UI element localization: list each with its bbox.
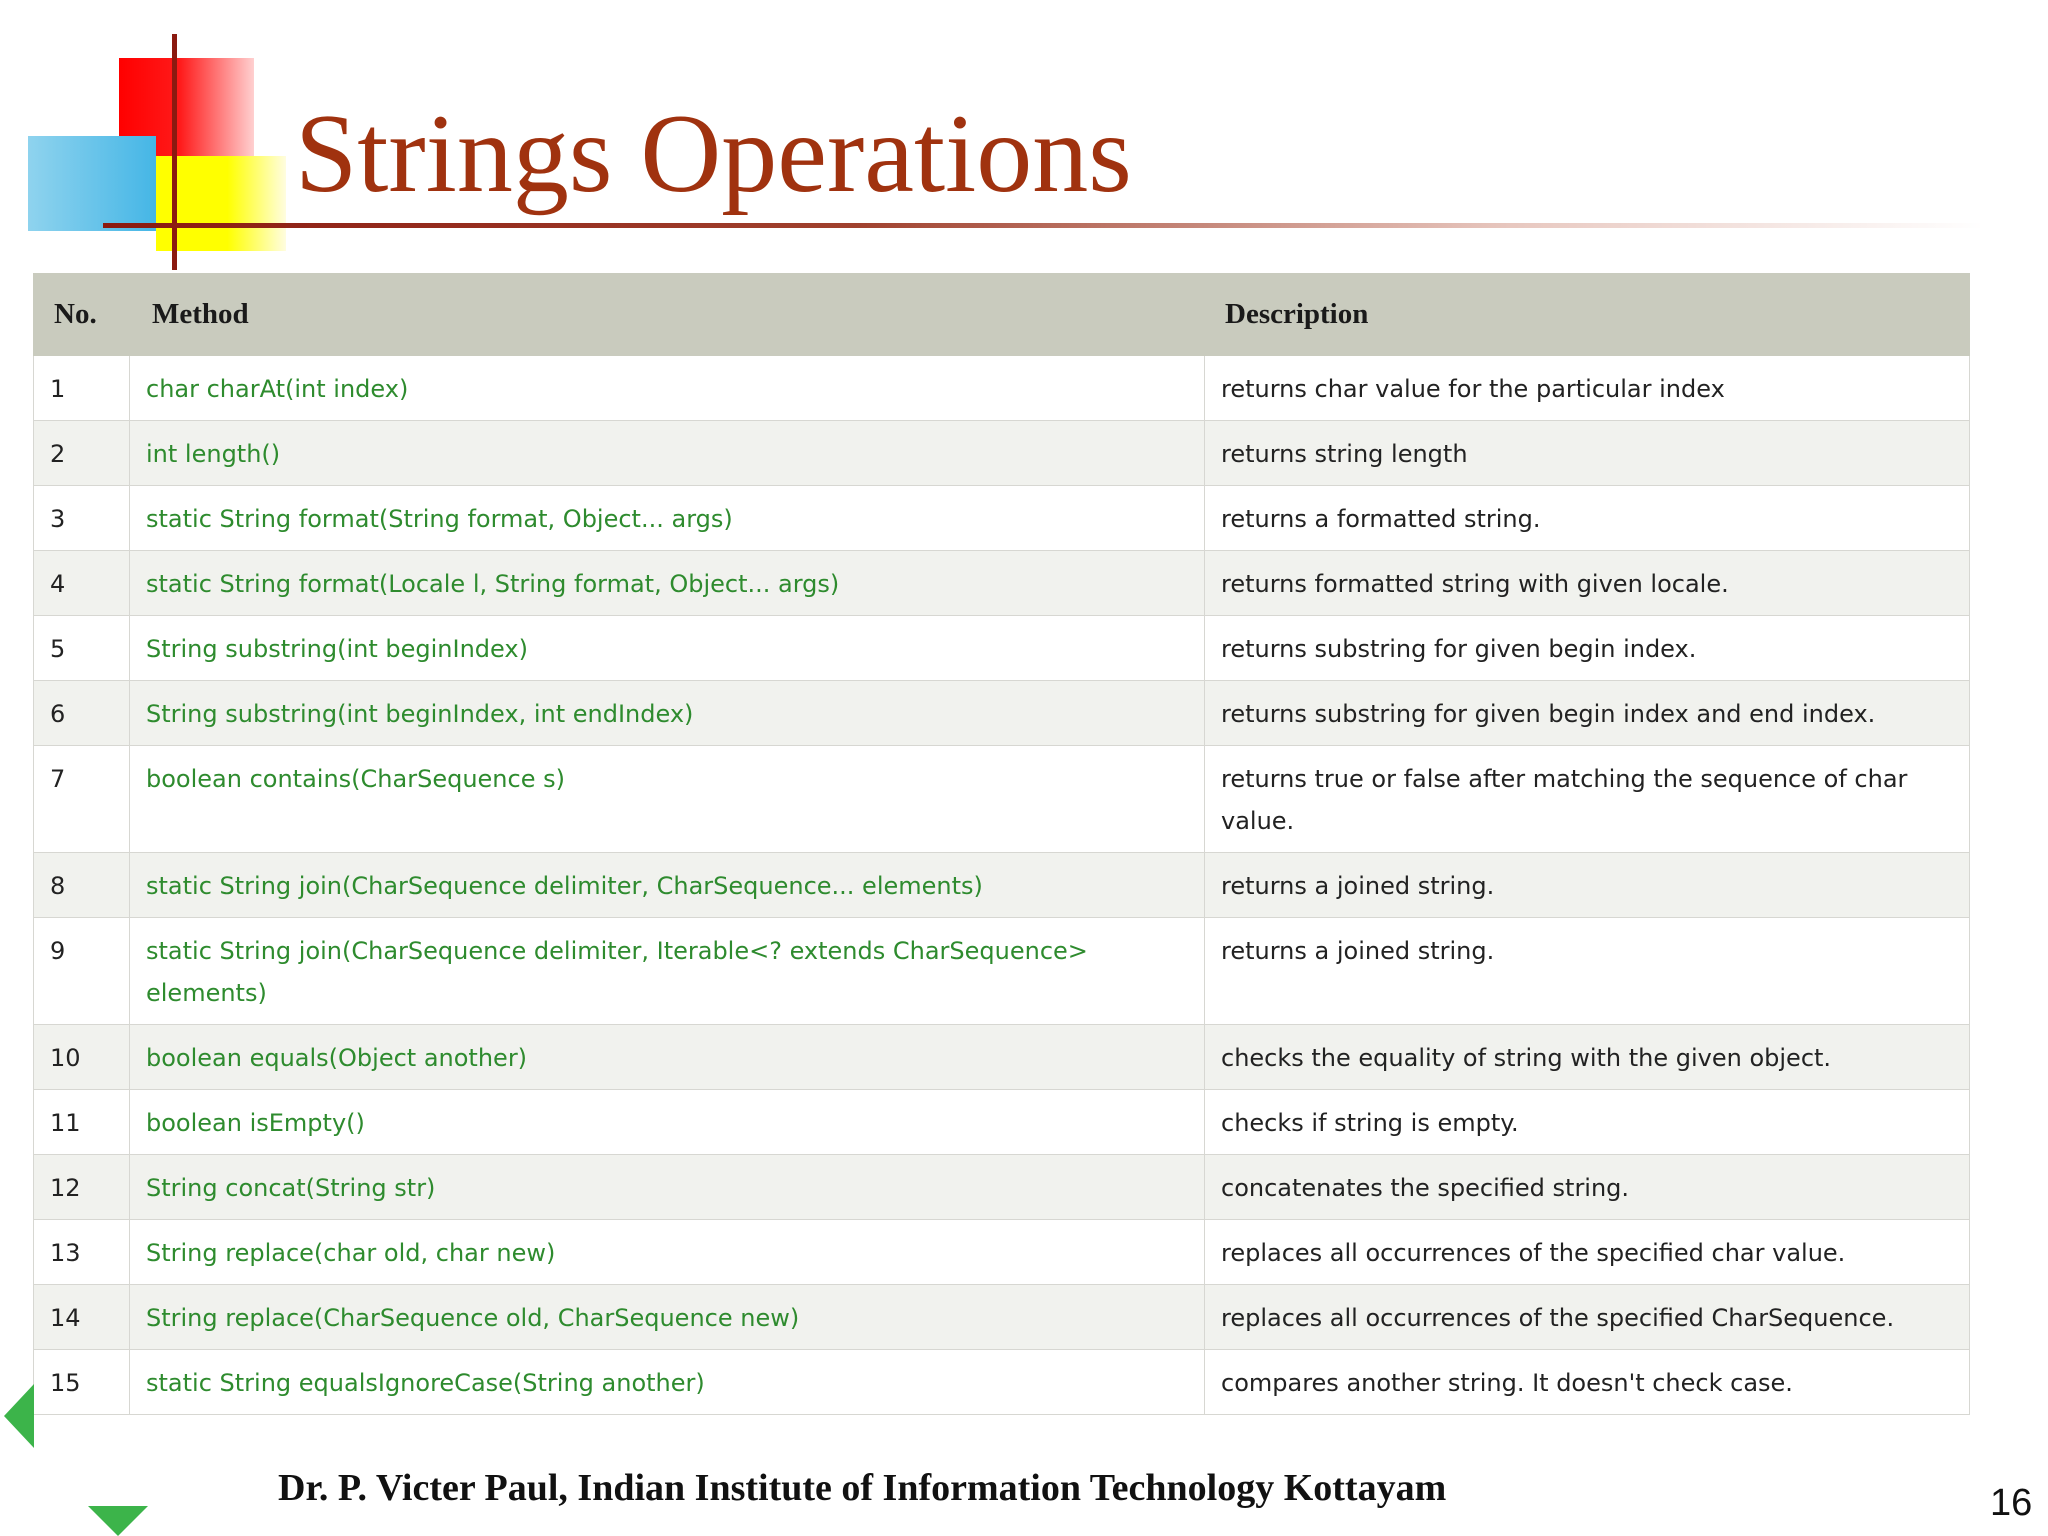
slide-title: Strings Operations xyxy=(295,92,1132,216)
row-number: 9 xyxy=(34,918,130,1025)
row-number: 8 xyxy=(34,853,130,918)
triangle-down-icon[interactable] xyxy=(88,1506,148,1536)
header-method: Method xyxy=(130,274,1205,356)
table-row xyxy=(34,486,1970,551)
table-row xyxy=(34,681,1970,746)
table-row xyxy=(34,551,1970,616)
row-method: static String format(Locale l, String format, Object... args) xyxy=(130,551,1205,616)
row-description: replaces all occurrences of the specified CharSequence. xyxy=(1205,1285,1970,1350)
row-method: char charAt(int index) xyxy=(130,356,1205,421)
table-row xyxy=(34,1220,1970,1285)
row-description: concatenates the specified string. xyxy=(1205,1155,1970,1220)
row-description: returns true or false after matching the sequence of char value. xyxy=(1205,746,1970,853)
table-row xyxy=(34,616,1970,681)
row-number: 10 xyxy=(34,1025,130,1090)
row-number: 5 xyxy=(34,616,130,681)
row-number: 12 xyxy=(34,1155,130,1220)
row-description: returns substring for given begin index. xyxy=(1205,616,1970,681)
row-method: boolean contains(CharSequence s) xyxy=(130,746,1205,853)
row-method: String substring(int beginIndex, int endIndex) xyxy=(130,681,1205,746)
row-description: returns a joined string. xyxy=(1205,918,1970,1025)
table-row xyxy=(34,918,1970,1025)
table-row xyxy=(34,1350,1970,1415)
row-method: String concat(String str) xyxy=(130,1155,1205,1220)
table-row xyxy=(34,1155,1970,1220)
row-method: String replace(CharSequence old, CharSequence new) xyxy=(130,1285,1205,1350)
row-description: returns char value for the particular index xyxy=(1205,356,1970,421)
slide-footer: Dr. P. Victer Paul, Indian Institute of Information Technology Kottayam xyxy=(278,1467,1447,1509)
table-row xyxy=(34,853,1970,918)
row-number: 13 xyxy=(34,1220,130,1285)
row-method: String replace(char old, char new) xyxy=(130,1220,1205,1285)
row-description: returns a joined string. xyxy=(1205,853,1970,918)
row-description: checks if string is empty. xyxy=(1205,1090,1970,1155)
header-description: Description xyxy=(1205,274,1970,356)
title-underline xyxy=(103,223,1983,228)
triangle-left-icon[interactable] xyxy=(4,1384,34,1448)
row-number: 14 xyxy=(34,1285,130,1350)
row-method: static String equalsIgnoreCase(String another) xyxy=(130,1350,1205,1415)
row-number: 1 xyxy=(34,356,130,421)
row-number: 2 xyxy=(34,421,130,486)
row-number: 15 xyxy=(34,1350,130,1415)
blue-square xyxy=(28,136,156,231)
row-method: boolean isEmpty() xyxy=(130,1090,1205,1155)
table-row xyxy=(34,1285,1970,1350)
table-row xyxy=(34,746,1970,853)
row-description: replaces all occurrences of the specified char value. xyxy=(1205,1220,1970,1285)
row-number: 4 xyxy=(34,551,130,616)
row-method: static String join(CharSequence delimiter, Iterable<? extends CharSequence> elements) xyxy=(130,918,1205,1025)
vertical-rule xyxy=(172,34,177,270)
table-row xyxy=(34,421,1970,486)
row-description: returns substring for given begin index and end index. xyxy=(1205,681,1970,746)
table-row xyxy=(34,356,1970,421)
row-description: compares another string. It doesn't check case. xyxy=(1205,1350,1970,1415)
row-number: 7 xyxy=(34,746,130,853)
row-description: returns a formatted string. xyxy=(1205,486,1970,551)
row-number: 11 xyxy=(34,1090,130,1155)
string-methods-table xyxy=(33,273,1970,1415)
row-method: String substring(int beginIndex) xyxy=(130,616,1205,681)
header-no: No. xyxy=(34,274,130,356)
row-method: boolean equals(Object another) xyxy=(130,1025,1205,1090)
row-method: static String format(String format, Object... args) xyxy=(130,486,1205,551)
row-method: static String join(CharSequence delimiter, CharSequence... elements) xyxy=(130,853,1205,918)
table-body xyxy=(34,356,1970,1415)
row-number: 3 xyxy=(34,486,130,551)
row-description: returns formatted string with given locale. xyxy=(1205,551,1970,616)
row-description: returns string length xyxy=(1205,421,1970,486)
row-description: checks the equality of string with the given object. xyxy=(1205,1025,1970,1090)
table-row xyxy=(34,1025,1970,1090)
row-number: 6 xyxy=(34,681,130,746)
row-method: int length() xyxy=(130,421,1205,486)
table-header-row xyxy=(34,274,1970,356)
table-row xyxy=(34,1090,1970,1155)
page-number: 16 xyxy=(1990,1482,2033,1524)
